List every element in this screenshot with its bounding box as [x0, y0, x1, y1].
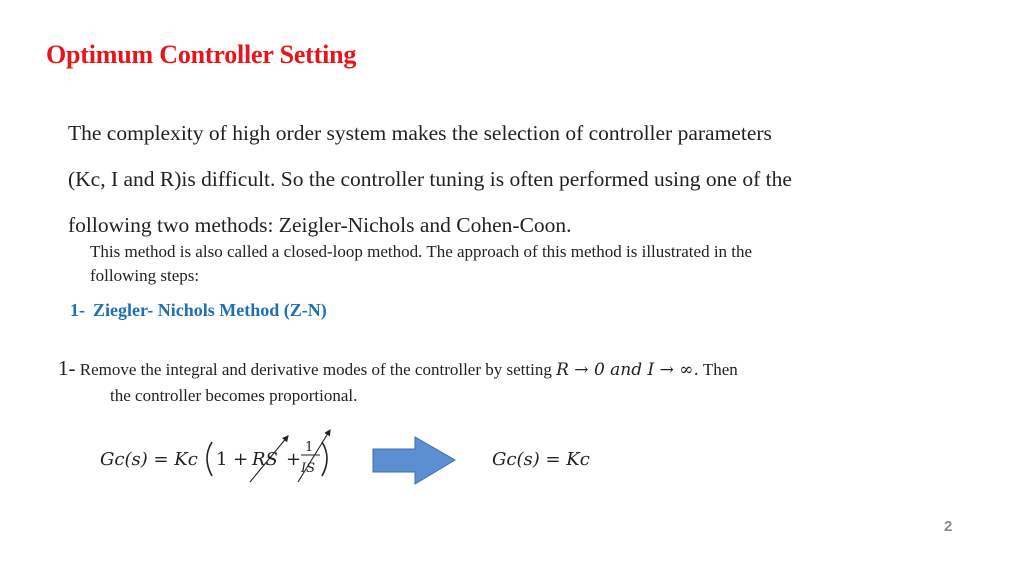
slide-title: Optimum Controller Setting — [46, 40, 357, 69]
formula-area — [0, 420, 1024, 500]
method-note — [90, 240, 970, 288]
intro-line: The complexity of high order system makes the selection of controller parameters — [68, 121, 772, 145]
step-condition: R → 0 and I → ∞. — [556, 360, 699, 380]
fraction-numerator: 1 — [305, 440, 314, 455]
paren-close — [322, 442, 327, 476]
intro-line: (Kc, I and R)is difficult. So the controller tuning is often performed using one of the — [68, 167, 792, 191]
step-1 — [58, 355, 958, 409]
paren-open — [207, 442, 212, 476]
step-number: 1- — [58, 356, 76, 380]
transform-arrow-icon — [373, 437, 455, 484]
formula-right: Gc(s) = Kc — [492, 449, 590, 470]
intro-line: following two methods: Zeigler-Nichols and Cohen-Coon. — [68, 213, 572, 237]
formula-left-rs: RS — [252, 449, 278, 470]
note-line: following steps: — [90, 266, 200, 285]
method-number: 1- — [70, 300, 85, 320]
step-text-after: Then — [702, 360, 738, 379]
intro-paragraph — [68, 110, 968, 248]
method-heading — [70, 300, 327, 321]
formula-left-one: 1 + — [216, 449, 249, 470]
fraction-denominator: IS — [301, 461, 316, 476]
formula-left-plus: + — [286, 449, 302, 470]
step-text: Remove the integral and derivative modes of the controller by setting — [79, 360, 552, 379]
formula-graphic — [0, 420, 1024, 500]
page-number: 2 — [944, 518, 953, 535]
note-line: This method is also called a closed-loop method. The approach of this method is illustrated in the — [90, 242, 753, 261]
formula-left-lhs: Gc(s) = Kc — [100, 449, 198, 470]
method-title: Ziegler- Nichols Method (Z-N) — [93, 300, 327, 320]
step-line-2: the controller becomes proportional. — [110, 386, 358, 405]
